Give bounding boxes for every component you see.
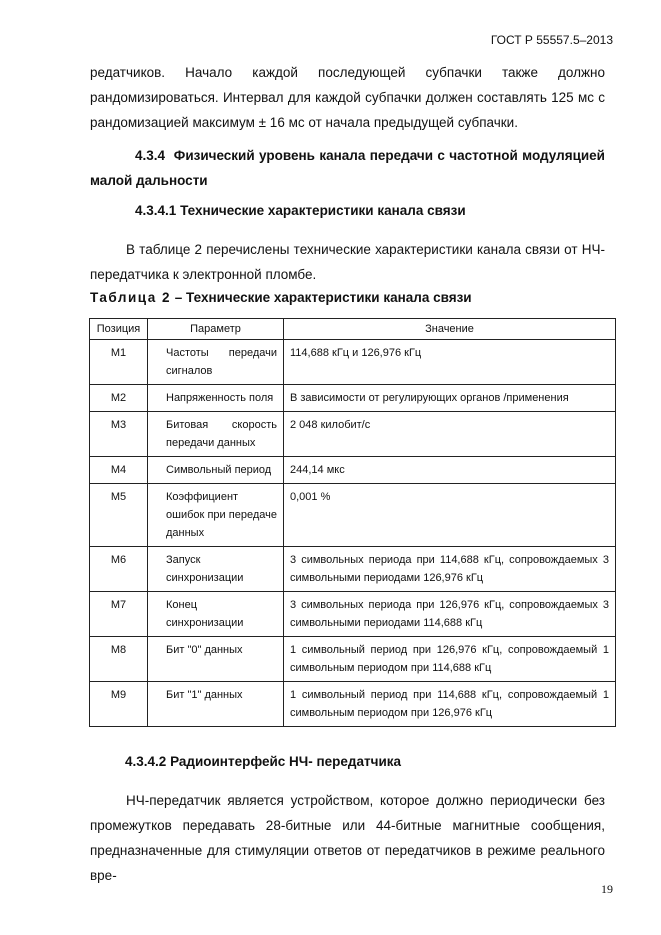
document-header: ГОСТ Р 55557.5–2013 — [490, 33, 613, 47]
col-header-value: Значение — [284, 319, 616, 340]
cell-value: 0,001 % — [284, 484, 616, 547]
section-title: Физический уровень канала передачи с частотной модуляцией малой дальности — [90, 148, 605, 188]
table-row — [90, 592, 616, 637]
table-row — [90, 457, 616, 484]
table-intro-text: В таблице 2 перечислены технические характеристики канала связи от НЧ-передатчика к электронной пломбе. — [90, 242, 605, 282]
cell-parameter: Частоты передачи сигналов — [148, 340, 284, 385]
cell-value: 2 048 килобит/с — [284, 412, 616, 457]
intro-paragraph — [90, 60, 605, 135]
cell-position: M9 — [90, 682, 148, 727]
table-row — [90, 637, 616, 682]
section-title: Радиоинтерфейс НЧ- передатчика — [170, 754, 402, 769]
section-heading-4341 — [135, 203, 466, 218]
table-header-row — [90, 319, 616, 340]
cell-value: 3 символьных периода при 114,688 кГц, сопровождаемых 3 символьными периодами 126,976 кГц — [284, 547, 616, 592]
section-number: 4.3.4 — [135, 148, 166, 163]
cell-value: 244,14 мкс — [284, 457, 616, 484]
cell-value: 114,688 кГц и 126,976 кГц — [284, 340, 616, 385]
table-row — [90, 682, 616, 727]
cell-position: M4 — [90, 457, 148, 484]
specs-table — [89, 318, 616, 727]
section-heading-4342 — [125, 754, 401, 769]
table-row — [90, 340, 616, 385]
cell-value: 1 символьный период при 126,976 кГц, сопровождаемый 1 символьным периодом при 114,688 кГц — [284, 637, 616, 682]
section-title: Технические характеристики канала связи — [180, 203, 466, 218]
section-number: 4.3.4.1 — [135, 203, 177, 218]
final-paragraph — [90, 788, 605, 888]
cell-parameter: Коэффициент ошибок при передаче данных — [148, 484, 284, 547]
cell-parameter: Бит "0" данных — [148, 637, 284, 682]
table-intro-paragraph — [90, 237, 605, 287]
intro-paragraph-text: редатчиков. Начало каждой последующей субпачки также должно рандомизироваться. Интервал для каждой субпачки должен составлять 125 мс с рандомизацией максимум ± 16 мс от начала предыдущей субпачки. — [90, 65, 605, 130]
cell-parameter: Конец синхронизации — [148, 592, 284, 637]
cell-position: M6 — [90, 547, 148, 592]
cell-position: M8 — [90, 637, 148, 682]
cell-parameter: Бит "1" данных — [148, 682, 284, 727]
table-caption-title: – Технические характеристики канала связи — [174, 290, 472, 305]
table-caption — [90, 290, 472, 305]
table-caption-label: Таблица 2 — [90, 290, 172, 305]
cell-position: M1 — [90, 340, 148, 385]
table-row — [90, 484, 616, 547]
page-number: 19 — [601, 882, 613, 896]
cell-position: M2 — [90, 385, 148, 412]
col-header-parameter: Параметр — [148, 319, 284, 340]
cell-parameter: Напряженность поля — [148, 385, 284, 412]
cell-position: M3 — [90, 412, 148, 457]
final-paragraph-text: НЧ-передатчик является устройством, которое должно периодически без промежутков передавать 28-битные или 44-битные магнитные сообщения, предназначенные для стимуляции ответов от передатчиков в режиме реального вре- — [90, 793, 605, 883]
col-header-position: Позиция — [90, 319, 148, 340]
table-row — [90, 547, 616, 592]
cell-position: M7 — [90, 592, 148, 637]
table-row — [90, 412, 616, 457]
cell-parameter: Запуск синхронизации — [148, 547, 284, 592]
section-number: 4.3.4.2 — [125, 754, 167, 769]
cell-value: 1 символьный период при 114,688 кГц, сопровождаемый 1 символьным периодом при 126,976 кГц — [284, 682, 616, 727]
cell-value: 3 символьных периода при 126,976 кГц, сопровождаемых 3 символьными периодами 114,688 кГц — [284, 592, 616, 637]
cell-parameter: Битовая скорость передачи данных — [148, 412, 284, 457]
cell-parameter: Символьный период — [148, 457, 284, 484]
cell-position: M5 — [90, 484, 148, 547]
table-row — [90, 385, 616, 412]
section-heading-434 — [90, 143, 605, 193]
cell-value: В зависимости от регулирующих органов /применения — [284, 385, 616, 412]
